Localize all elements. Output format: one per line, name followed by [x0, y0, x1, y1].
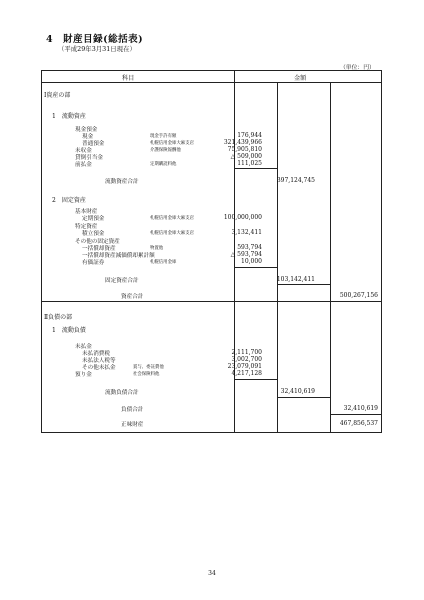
subtotal-rule — [330, 414, 382, 415]
page-number: 34 — [208, 570, 216, 577]
total-label: 負債合計 — [121, 407, 144, 413]
item-label: 未払金 — [75, 344, 92, 350]
section-liabilities: Ⅱ負債の部 — [44, 314, 73, 321]
item-label: 貸倒引当金 — [75, 155, 103, 161]
subtotal-rule — [234, 267, 277, 268]
item-note: 社会保険料他 — [133, 372, 160, 377]
total-label: 固定資産合計 — [105, 278, 139, 284]
total-amount: 32,410,619 — [343, 405, 378, 412]
total-label: 流動資産合計 — [105, 179, 139, 185]
document-title: 4 財産目録(総括表) — [46, 34, 144, 45]
item-amount: △ 593,794 — [230, 251, 262, 258]
item-amount: 100,000,000 — [223, 214, 262, 221]
item-label: 特定資産 — [75, 224, 98, 230]
item-note: 介護保険報酬他 — [150, 148, 181, 153]
item-amount: 3,132,411 — [231, 229, 262, 236]
item-note: 札幌信用金庫大麻支店 — [150, 216, 194, 221]
item-amount: 23,079,091 — [227, 363, 262, 370]
item-amount: 176,944 — [237, 132, 262, 139]
subtotal-rule — [277, 284, 330, 285]
item-label: 基本財産 — [75, 209, 98, 215]
item-label: 一括償却資産減価償却累計額 — [82, 253, 155, 259]
total-label: 資産合計 — [121, 294, 144, 300]
item-note: 札幌信用金庫大麻支店 — [150, 141, 194, 146]
item-note: 賞与、委託費他 — [133, 365, 164, 370]
header-amount: 金額 — [294, 75, 307, 82]
heading-fixed-assets: 2 固定資産 — [52, 197, 86, 204]
total-label: 正味財産 — [121, 422, 144, 428]
item-amount: 10,000 — [241, 258, 262, 265]
item-amount: △ 509,000 — [230, 153, 262, 160]
item-amount: 2,111,700 — [231, 349, 262, 356]
item-label: その他の固定資産 — [75, 239, 120, 245]
item-amount: 111,025 — [237, 160, 262, 167]
item-label: 有価証券 — [82, 260, 105, 266]
heading-current-assets: 1 流動資産 — [52, 113, 86, 120]
total-amount: 397,124,745 — [276, 177, 315, 184]
header-item: 科目 — [122, 75, 135, 82]
item-label: 普通預金 — [82, 141, 105, 147]
subtotal-rule — [234, 379, 277, 380]
item-note: 現金手許有額 — [150, 134, 177, 139]
asset-inventory-table — [41, 70, 382, 433]
column-divider-total — [330, 82, 331, 433]
total-amount: 467,856,537 — [339, 420, 378, 427]
item-amount: 3,002,700 — [231, 356, 262, 363]
item-amount: 593,794 — [237, 244, 262, 251]
item-note: 物置他 — [150, 246, 164, 251]
item-note: 札幌信用金庫大麻支店 — [150, 231, 194, 236]
subtotal-rule — [234, 168, 277, 169]
total-amount: 32,410,619 — [280, 388, 315, 395]
item-label: 未払法人税等 — [82, 358, 116, 364]
subtotal-rule — [277, 397, 330, 398]
column-divider-sub — [277, 82, 278, 433]
item-note: 定期購読料他 — [150, 162, 177, 167]
document-date: （平成29年3月31日現在） — [58, 45, 136, 53]
item-label: 預り金 — [75, 372, 92, 378]
total-label: 流動負債合計 — [105, 390, 139, 396]
item-label: 一括償却資産 — [82, 246, 116, 252]
total-amount: 103,142,411 — [276, 276, 315, 283]
item-label: 定期預金 — [82, 216, 105, 222]
section-assets: Ⅰ資産の部 — [44, 92, 71, 99]
item-amount: 75,905,810 — [227, 146, 262, 153]
heading-current-liabilities: 1 流動負債 — [52, 327, 86, 334]
item-label: 未払消費税 — [82, 351, 110, 357]
item-label: 現金預金 — [75, 127, 98, 133]
item-amount: 321,439,966 — [223, 139, 262, 146]
item-label: 未収金 — [75, 148, 92, 154]
item-label: 積立預金 — [82, 231, 105, 237]
total-amount: 500,267,156 — [339, 292, 378, 299]
item-amount: 4,217,128 — [231, 370, 262, 377]
item-label: その他未払金 — [82, 365, 116, 371]
item-note: 札幌信用金庫 — [150, 260, 177, 265]
item-label: 現金 — [82, 134, 94, 140]
unit-label: （単位：円） — [340, 65, 375, 71]
item-label: 前払金 — [75, 162, 92, 168]
section-divider — [42, 301, 381, 302]
